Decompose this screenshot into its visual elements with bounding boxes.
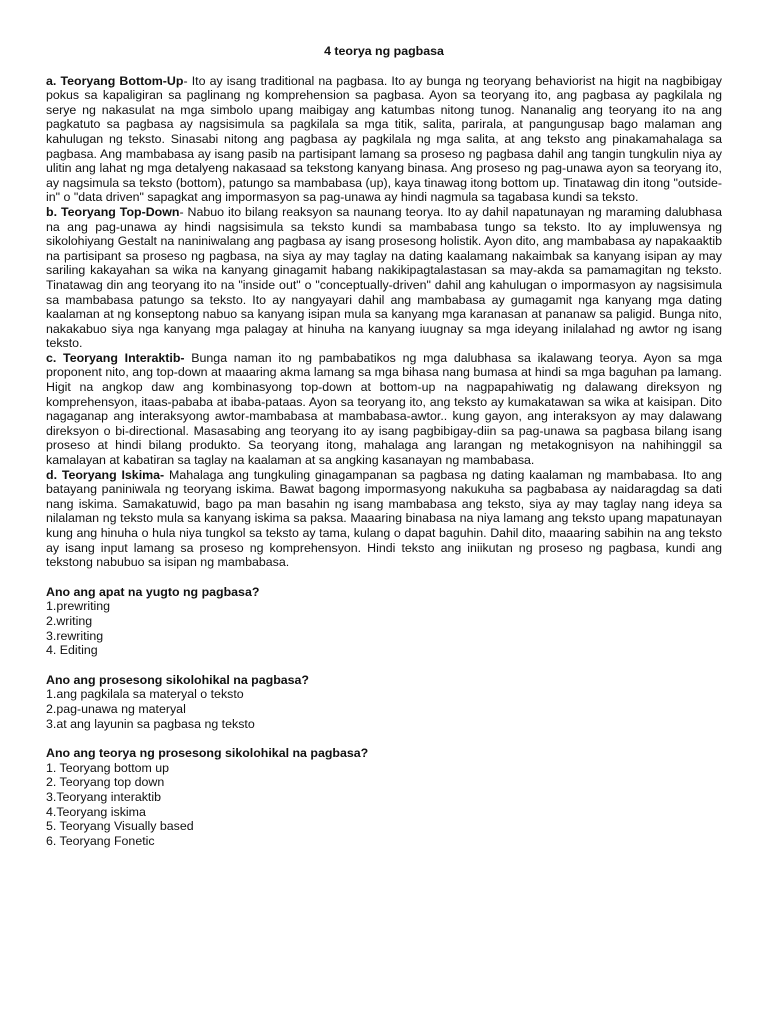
document-title: 4 teorya ng pagbasa [324, 44, 444, 58]
theory-body: - Nabuo ito bilang reaksyon sa naunang teorya. Ito ay dahil napatunayan ng maraming dalubhasa na ang pag-unawa ay hindi nagsisimula sa teksto kundi sa mambabasa tungo sa teksto. Ito ay impluwensya ng sikolohiyang Gestalt na naniniwalang ang pagbasa ay isang prosesong holistik. Ayon dito, ang mambabasa ay napakaaktib na partisipant sa proseso ng pagbasa, na siya ay may taglay na dating kaalamang nakaimbak sa kanyang isipan ay may sariling kakayahan sa wika na kanyang ginagamit habang nakikipagtalastasan sa may-akda sa pamamagitan ng teksto. Tinatawag din ang teoryang ito na "inside out" o "conceptually-driven" dahil ang kahulugan o impormasyon ay nagsisimula sa mambabasa patungo sa teksto. Ito ay nangyayari dahil ang mambabasa ay gumagamit nga kanyang mga dating kaalaman at ng konseptong nabuo sa kanyang isipan mula sa kanyang mga karanasan at pananaw sa paligid. Bunga nito, nakakabuo siya nga kanyang mga palagay at hinuha na kanyang iuugnay sa mga ideyang inilalahad ng awtor ng isang teksto. [46, 204, 722, 351]
question-block-teorya [46, 746, 722, 848]
theory-interaktib [46, 351, 722, 468]
theory-heading: b. Teoryang Top-Down [46, 204, 180, 219]
answer-item: 3.rewriting [46, 628, 104, 643]
theory-bottom-up [46, 74, 722, 205]
question-block-yugto [46, 585, 722, 658]
question-heading: Ano ang teorya ng prosesong sikolohikal na pagbasa? [46, 746, 369, 761]
answer-item: 3.Teoryang interaktib [46, 789, 162, 804]
answer-item: 2.writing [46, 613, 93, 628]
theory-body: - Ito ay isang traditional na pagbasa. Ito ay bunga ng teoryang behaviorist na higit na nagbibigay pokus sa kapaligiran sa paglinang ng komprehension sa pagbasa. Ayon sa teoryang ito, ang pagbasa ay pagkilala ng serye ng nakasulat na mga simbolo upang maibigay ang katumbas nitong tunog. Nananalig ang teoryang ito na ang pagkatuto sa pagbasa ay nagsisimula sa pagkilala sa mga titik, salita, parirala, at pangungusap bago malaman ang kahulugan ng teksto. Sinasabi nitong ang pagbasa ay pagkilala ng mga salita, at ang teksto ang pinakamahalaga sa pagbasa. Ang mambabasa ay isang pasib na partisipant lamang sa proseso ng pagbasa dahil ang tangin tungkulin niya ay ulitin ang lahat ng mga detalyeng nakasaad sa tekstong kanyang binasa. Ang proseso ng pag-unawa ayon sa teoryang ito, ay nagsimula sa teksto (bottom), patungo sa mambabasa (up), kaya tinawag itong bottom up. Tinatawag din itong "outside-in" o "data driven" sapagkat ang impormasyon sa pag-unawa ay hindi nagmula sa tagabasa kundi sa teksto. [46, 73, 722, 205]
answer-item: 6. Teoryang Fonetic [46, 833, 155, 848]
answer-item: 2.pag-unawa ng materyal [46, 701, 186, 716]
theory-heading: c. Teoryang Interaktib- [46, 350, 185, 365]
theory-iskima [46, 468, 722, 570]
document-page [46, 44, 722, 848]
theory-heading: d. Teoryang Iskima- [46, 467, 165, 482]
theory-body: Bunga naman ito ng pambabatikos ng mga dalubhasa sa ikalawang teorya. Ayon sa mga proponent nito, ang top-down at maaaring akma lamang sa mga bihasa nang bumasa at hindi sa mga baguhan pa lamang. Higit na angkop daw ang kombinasyong top-down at bottom-up na nagpapahiwatig ng dalawang direksyon ng komprehensyon, itaas-pababa at ibaba-pataas. Ayon sa teoryang ito, ang teksto ay kumakatawan sa wika at kaisipan. Dito nagaganap ang interaksyong awtor-mambabasa at mambabasa-awtor.. kung gayon, ang interaksyon ay may dalawang direksyon o bi-directional. Masasabing ang teoryang ito ay isang pagbibigay-diin sa pag-unawa sa pagbasa bilang isang proseso at hindi bilang produkto. Sa teoryang itong, mahalaga ang larangan ng metakognisyon na nahihinggil sa kamalayan at kabatiran sa taglay na kaalaman at sa angking kasanayan ng mambabasa. [46, 350, 723, 468]
answer-item: 2. Teoryang top down [46, 775, 165, 790]
answer-item: 4.Teoryang iskima [46, 804, 146, 819]
answer-item: 5. Teoryang Visually based [46, 819, 194, 834]
question-block-proseso [46, 673, 722, 731]
theory-top-down [46, 205, 722, 351]
answer-item: 1.ang pagkilala sa materyal o teksto [46, 687, 244, 702]
answer-item: 1. Teoryang bottom up [46, 760, 170, 775]
answer-item: 1.prewriting [46, 599, 111, 614]
question-heading: Ano ang prosesong sikolohikal na pagbasa? [46, 672, 310, 687]
question-heading: Ano ang apat na yugto ng pagbasa? [46, 584, 260, 599]
answer-item: 3.at ang layunin sa pagbasa ng teksto [46, 716, 255, 731]
answer-item: 4. Editing [46, 643, 98, 658]
theory-heading: a. Teoryang Bottom-Up [46, 73, 184, 88]
theory-body: Mahalaga ang tungkuling ginagampanan sa pagbasa ng dating kaalaman ng mambabasa. Ito ang batayang paniniwala ng teoryang iskima. Bawat bagong impormasyong nakukuha sa pagbabasa ay naidaragdag sa dati nang iskima. Samakatuwid, bago pa man basahin ng isang mambabasa ang teksto, siya ay may taglay nang ideya sa nilalaman ng teksto mula sa kanyang iskima sa paksa. Maaaring binabasa na niya lamang ang teksto upang mapatunayan kung ang hinuha o hula niya tungkol sa teksto ay tama, kulang o dapat baguhin. Dahil dito, maaaring sabihin na ang teksto ay isang input lamang sa proseso ng komprehensyon. Hindi teksto ang iniikutan ng proseso ng pagbasa, kundi ang tekstong nabubuo sa isipan ng mambabasa. [46, 467, 723, 570]
